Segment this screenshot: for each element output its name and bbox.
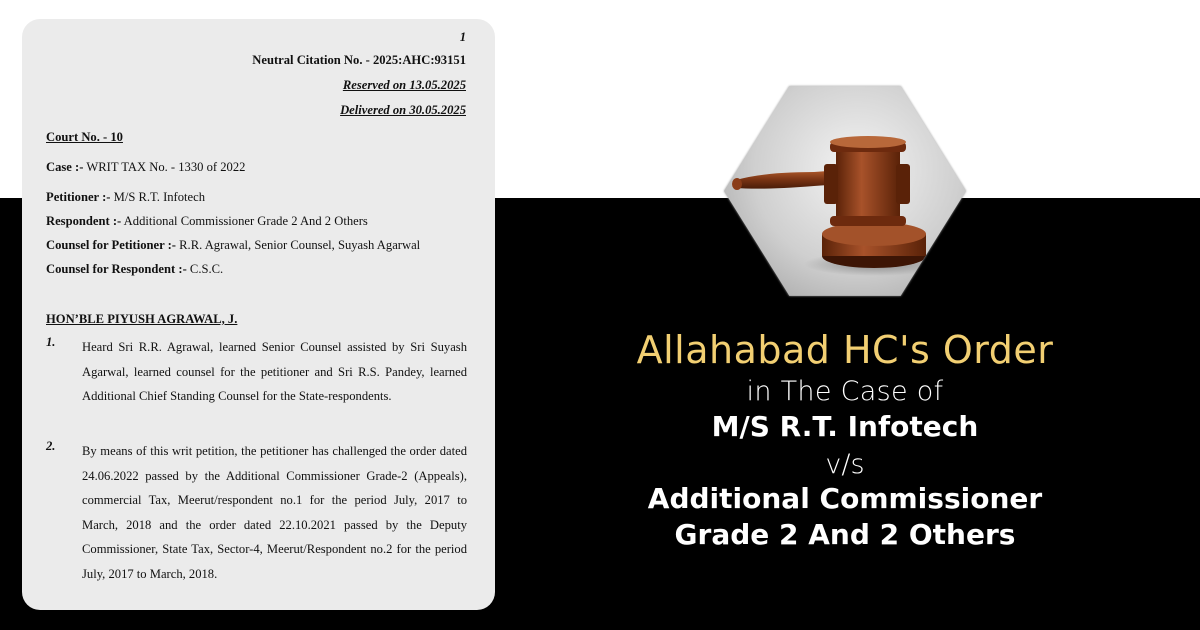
case-value: WRIT TAX No. - 1330 of 2022 <box>83 160 246 174</box>
court-number: Court No. - 10 <box>46 130 123 144</box>
respondent-label: Respondent :- <box>46 214 122 228</box>
judgment-document-card <box>22 19 495 610</box>
page-number: 1 <box>459 30 466 44</box>
headline-title: Allahabad HC's Order <box>636 328 1054 372</box>
respondent-value: Additional Commissioner Grade 2 And 2 Others <box>121 214 368 228</box>
gavel-icon <box>724 84 966 298</box>
headline-petitioner: M/S R.T. Infotech <box>711 410 979 443</box>
paragraph-1 <box>46 335 467 409</box>
petitioner-value: M/S R.T. Infotech <box>110 190 206 204</box>
headline-respondent-line-2: Grade 2 And 2 Others <box>674 518 1016 551</box>
case-field <box>46 160 245 175</box>
reserved-date: Reserved on 13.05.2025 <box>342 78 466 92</box>
paragraph-2 <box>46 439 467 586</box>
paragraph-number: 1. <box>46 335 56 349</box>
neutral-citation: Neutral Citation No. - 2025:AHC:93151 <box>252 53 466 67</box>
case-label: Case :- <box>46 160 84 174</box>
headline-respondent-line-1: Additional Commissioner <box>647 482 1043 515</box>
respondent-field <box>46 214 368 229</box>
counsel-respondent-value: C.S.C. <box>186 262 224 276</box>
counsel-petitioner-value: R.R. Agrawal, Senior Counsel, Suyash Agarwal <box>176 238 421 252</box>
delivered-date: Delivered on 30.05.2025 <box>340 103 466 117</box>
paragraph-text: Heard Sri R.R. Agrawal, learned Senior Counsel assisted by Sri Suyash Agarwal, learned counsel for the petitioner and Sri R.S. Pandey, learned Additional Chief Standing Counsel for the State-respondents. <box>82 340 467 403</box>
headline-subtitle: in The Case of <box>746 376 944 407</box>
headline-versus: v/s <box>825 449 865 480</box>
counsel-petitioner-field <box>46 238 420 253</box>
gavel-image-hexagon <box>724 84 966 298</box>
counsel-petitioner-label: Counsel for Petitioner :- <box>46 238 176 252</box>
petitioner-label: Petitioner :- <box>46 190 111 204</box>
judge-name: HON’BLE PIYUSH AGRAWAL, J. <box>46 312 238 326</box>
paragraph-text: By means of this writ petition, the petitioner has challenged the order dated 24.06.2022 passed by the Additional Commissioner Grade-2 (Appeals), commercial Tax, Meerut/respondent no.1 for the period July, 2017 to March, 2018 and the order dated 22.10.2021 passed by the Deputy Commissioner, State Tax, Sector-4, Meerut/Respondent no.2 for the period July, 2017 to March, 2018. <box>82 444 467 581</box>
petitioner-field <box>46 190 205 205</box>
counsel-respondent-label: Counsel for Respondent :- <box>46 262 187 276</box>
paragraph-number: 2. <box>46 439 56 453</box>
counsel-respondent-field <box>46 262 223 277</box>
